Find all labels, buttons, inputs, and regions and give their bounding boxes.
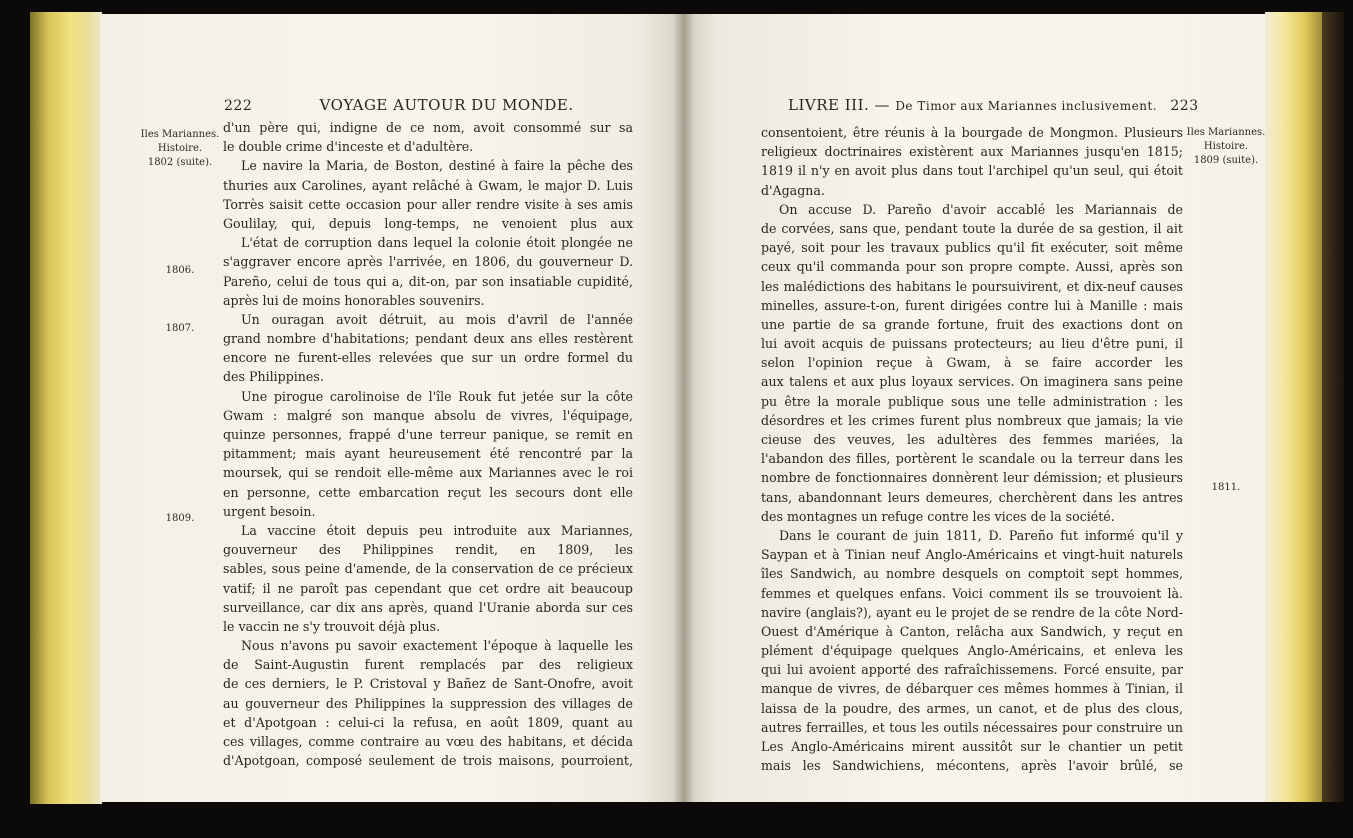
text-line: encore ne furent-elles relevées que sur un ordre formel du (223, 350, 633, 366)
book-binding (1322, 12, 1344, 802)
text-line: d'un père qui, indigne de ce nom, avoit consommé sur sa (223, 120, 633, 135)
text-line: et d'Apotgoan : celui-ci la refusa, en août 1809, quant au (223, 714, 633, 730)
text-line: ces villages, comme contraire au vœu des habitans, et décida (223, 734, 633, 749)
left-margin-header (140, 128, 220, 170)
text-line: Les Anglo-Américains mirent aussitôt sur le chantier un petit (761, 739, 1183, 754)
margin-year: 1809 (suite). (1193, 155, 1259, 166)
right-running-head (788, 96, 1199, 114)
text-line: Pareño, celui de tous qui a, dit-on, par son insatiable cupidité, (223, 273, 633, 289)
margin-location: Iles Mariannes. (140, 129, 220, 140)
text-line: lui avoit acquis de puissans protecteurs; au lieu d'être puni, il (761, 336, 1183, 352)
text-line: gouverneur des Philippines rendit, en 1809, les (223, 542, 633, 558)
text-line: moursek, qui se rendoit elle-même aux Mariannes avec le roi (223, 465, 633, 481)
margin-year-1806: 1806. (165, 265, 195, 276)
text-line: quinze personnes, frappé d'une terreur panique, se remit en (223, 427, 633, 442)
text-line: des Philippines. (223, 369, 324, 385)
text-line: les malédictions des habitans le poursuivirent, et dix-neuf causes (761, 278, 1183, 294)
text-line: selon l'opinion reçue à Gwam, à se faire accorder les (761, 355, 1183, 371)
text-line: de corvées, sans que, pendant toute la durée de sa gestion, il ait (761, 220, 1183, 236)
text-line: Une pirogue carolinoise de l'île Rouk fut jetée sur la côte (241, 388, 633, 404)
right-margin-header (1186, 126, 1266, 168)
text-line: surveillance, car dix ans après, quand l'Uranie aborda sur ces (223, 599, 633, 615)
text-line: des montagnes un refuge contre les vices de la société. (761, 508, 1115, 524)
text-line: une partie de sa grande fortune, fruit des exactions dont on (761, 316, 1183, 332)
margin-location: Iles Mariannes. (1186, 127, 1266, 138)
text-line: femmes et quelques enfans. Voici comment ils se trouvoient là. (761, 585, 1183, 601)
text-line: Le navire la Maria, de Boston, destiné à faire la pêche des (241, 158, 633, 174)
text-line: consentoient, être réunis à la bourgade de Mongmon. Plusieurs (761, 125, 1183, 140)
text-line: 1819 il n'y en avoit plus dans tout l'archipel qu'un seul, qui étoit (761, 163, 1183, 179)
left-running-title: VOYAGE AUTOUR DU MONDE. (319, 96, 574, 114)
text-line: urgent besoin. (223, 503, 316, 519)
text-line: de ces derniers, le P. Cristoval y Bañez de Sant-Onofre, avoit (223, 676, 633, 692)
left-page-edges (30, 12, 102, 804)
right-page-number: 223 (1170, 98, 1199, 114)
text-line: Torrès saisit cette occasion pour aller rendre visite à ses amis (223, 196, 633, 212)
text-line: s'aggraver encore après l'arrivée, en 1806, du gouverneur D. (223, 254, 633, 270)
text-line: de Saint-Augustin furent remplacés par des religieux (223, 657, 633, 673)
text-line: le vaccin ne s'y trouvoit déjà plus. (223, 618, 441, 634)
text-line: On accuse D. Pareño d'avoir accablé les Mariannais de (779, 201, 1183, 217)
text-line: Un ouragan avoit détruit, au mois d'avril de l'année (241, 311, 633, 327)
text-line: d'Agagna. (761, 182, 825, 198)
text-line: sables, sous peine d'amende, de la conservation de ce précieux (223, 561, 633, 577)
text-line: payé, soit pour les travaux publics qu'il fit exécuter, soit même (761, 240, 1183, 256)
text-line: nombre de fonctionnaires donnèrent leur démission; et plusieurs (761, 470, 1183, 486)
left-page-body (223, 118, 633, 770)
text-line: l'abandon des filles, portèrent le scandale ou la terreur dans les (761, 451, 1183, 467)
text-line: ceux qu'il commanda pour son propre compte. Aussi, après son (761, 259, 1183, 275)
text-line: cieuse des veuves, les adultères des femmes mariées, la (761, 432, 1183, 447)
text-line: vatif; il ne paroît pas cependant que cet ordre ait beaucoup (223, 580, 633, 596)
text-line: désordres et les crimes furent plus nombreux que jamais; la vie (761, 412, 1183, 428)
right-page-body (761, 123, 1183, 775)
text-line: Gwam : malgré son manque absolu de vivres, l'équipage, (223, 407, 633, 423)
margin-section: Histoire. (157, 143, 203, 154)
left-page-number: 222 (224, 98, 253, 114)
text-line: Ouest d'Amérique à Canton, relâcha aux Sandwich, y reçut en (761, 623, 1183, 639)
text-line: Nous n'avons pu savoir exactement l'époque à laquelle les (241, 638, 633, 654)
text-line: L'état de corruption dans lequel la colonie étoit plongée ne (241, 235, 633, 251)
text-line: tans, abandonnant leurs demeures, cherchèrent dans les antres (761, 489, 1183, 505)
margin-year-1811: 1811. (1211, 482, 1241, 493)
text-line: laissa de la poudre, des armes, un canot, et de plus des clous, (761, 700, 1183, 716)
text-line: après lui de moins honorables souvenirs. (223, 292, 485, 308)
text-line: thuries aux Carolines, ayant relâché à Gwam, le major D. Luis (223, 177, 633, 193)
text-line: d'Apotgoan, composé seulement de trois maisons, pourroient, (223, 753, 633, 769)
margin-year-1809: 1809. (165, 513, 195, 524)
text-line: au gouverneur des Philippines la suppression des villages de (223, 695, 633, 711)
margin-year: 1802 (suite). (147, 157, 213, 168)
margin-section: Histoire. (1203, 141, 1249, 152)
book-gutter (672, 14, 694, 802)
text-line: en personne, cette embarcation reçut les secours dont elle (223, 484, 633, 500)
text-line: navire (anglais?), ayant eu le projet de se rendre de la côte Nord- (761, 604, 1183, 620)
text-line: le double crime d'inceste et d'adultère. (223, 139, 474, 155)
text-line: Goulilay, qui, depuis long-temps, ne venoient plus aux (223, 215, 633, 231)
left-running-head (224, 96, 574, 114)
text-line: plément d'équipage quelques Anglo-Américains, et enleva les (761, 643, 1183, 659)
text-line: mais les Sandwichiens, mécontens, après l'avoir brûlé, se (761, 758, 1183, 774)
text-line: minelles, assure-t-on, furent dirigées contre lui à Manille : mais (761, 297, 1183, 313)
margin-year-1807: 1807. (165, 323, 195, 334)
text-line: manque de vivres, de débarquer ces mêmes hommes à Tinian, il (761, 681, 1183, 697)
right-page-edges (1265, 12, 1325, 802)
text-line: aux talens et aux plus loyaux services. On imaginera sans peine (761, 374, 1183, 390)
text-line: Dans le courant de juin 1811, D. Pareño fut informé qu'il y (779, 527, 1183, 543)
right-running-title: De Timor aux Mariannes inclusivement. (895, 99, 1158, 113)
text-line: pu être la morale publique sous une telle administration : les (761, 393, 1183, 409)
text-line: religieux doctrinaires existèrent aux Mariannes jusqu'en 1815; (761, 144, 1183, 160)
text-line: pitamment; mais ayant heureusement été rencontré par la (223, 446, 633, 462)
text-line: autres ferrailles, et tous les outils nécessaires pour construire un (761, 719, 1183, 735)
text-line: qui lui avoient apporté des rafraîchissemens. Forcé ensuite, par (761, 662, 1183, 678)
right-running-title-prefix: LIVRE III. — (788, 96, 896, 114)
text-line: grand nombre d'habitations; pendant deux ans elles restèrent (223, 331, 633, 347)
text-line: Saypan et à Tinian neuf Anglo-Américains et vingt-huit naturels (761, 547, 1183, 563)
text-line: îles Sandwich, au nombre desquels on comptoit sept hommes, (761, 566, 1183, 582)
text-line: La vaccine étoit depuis peu introduite aux Mariannes, (241, 522, 633, 538)
